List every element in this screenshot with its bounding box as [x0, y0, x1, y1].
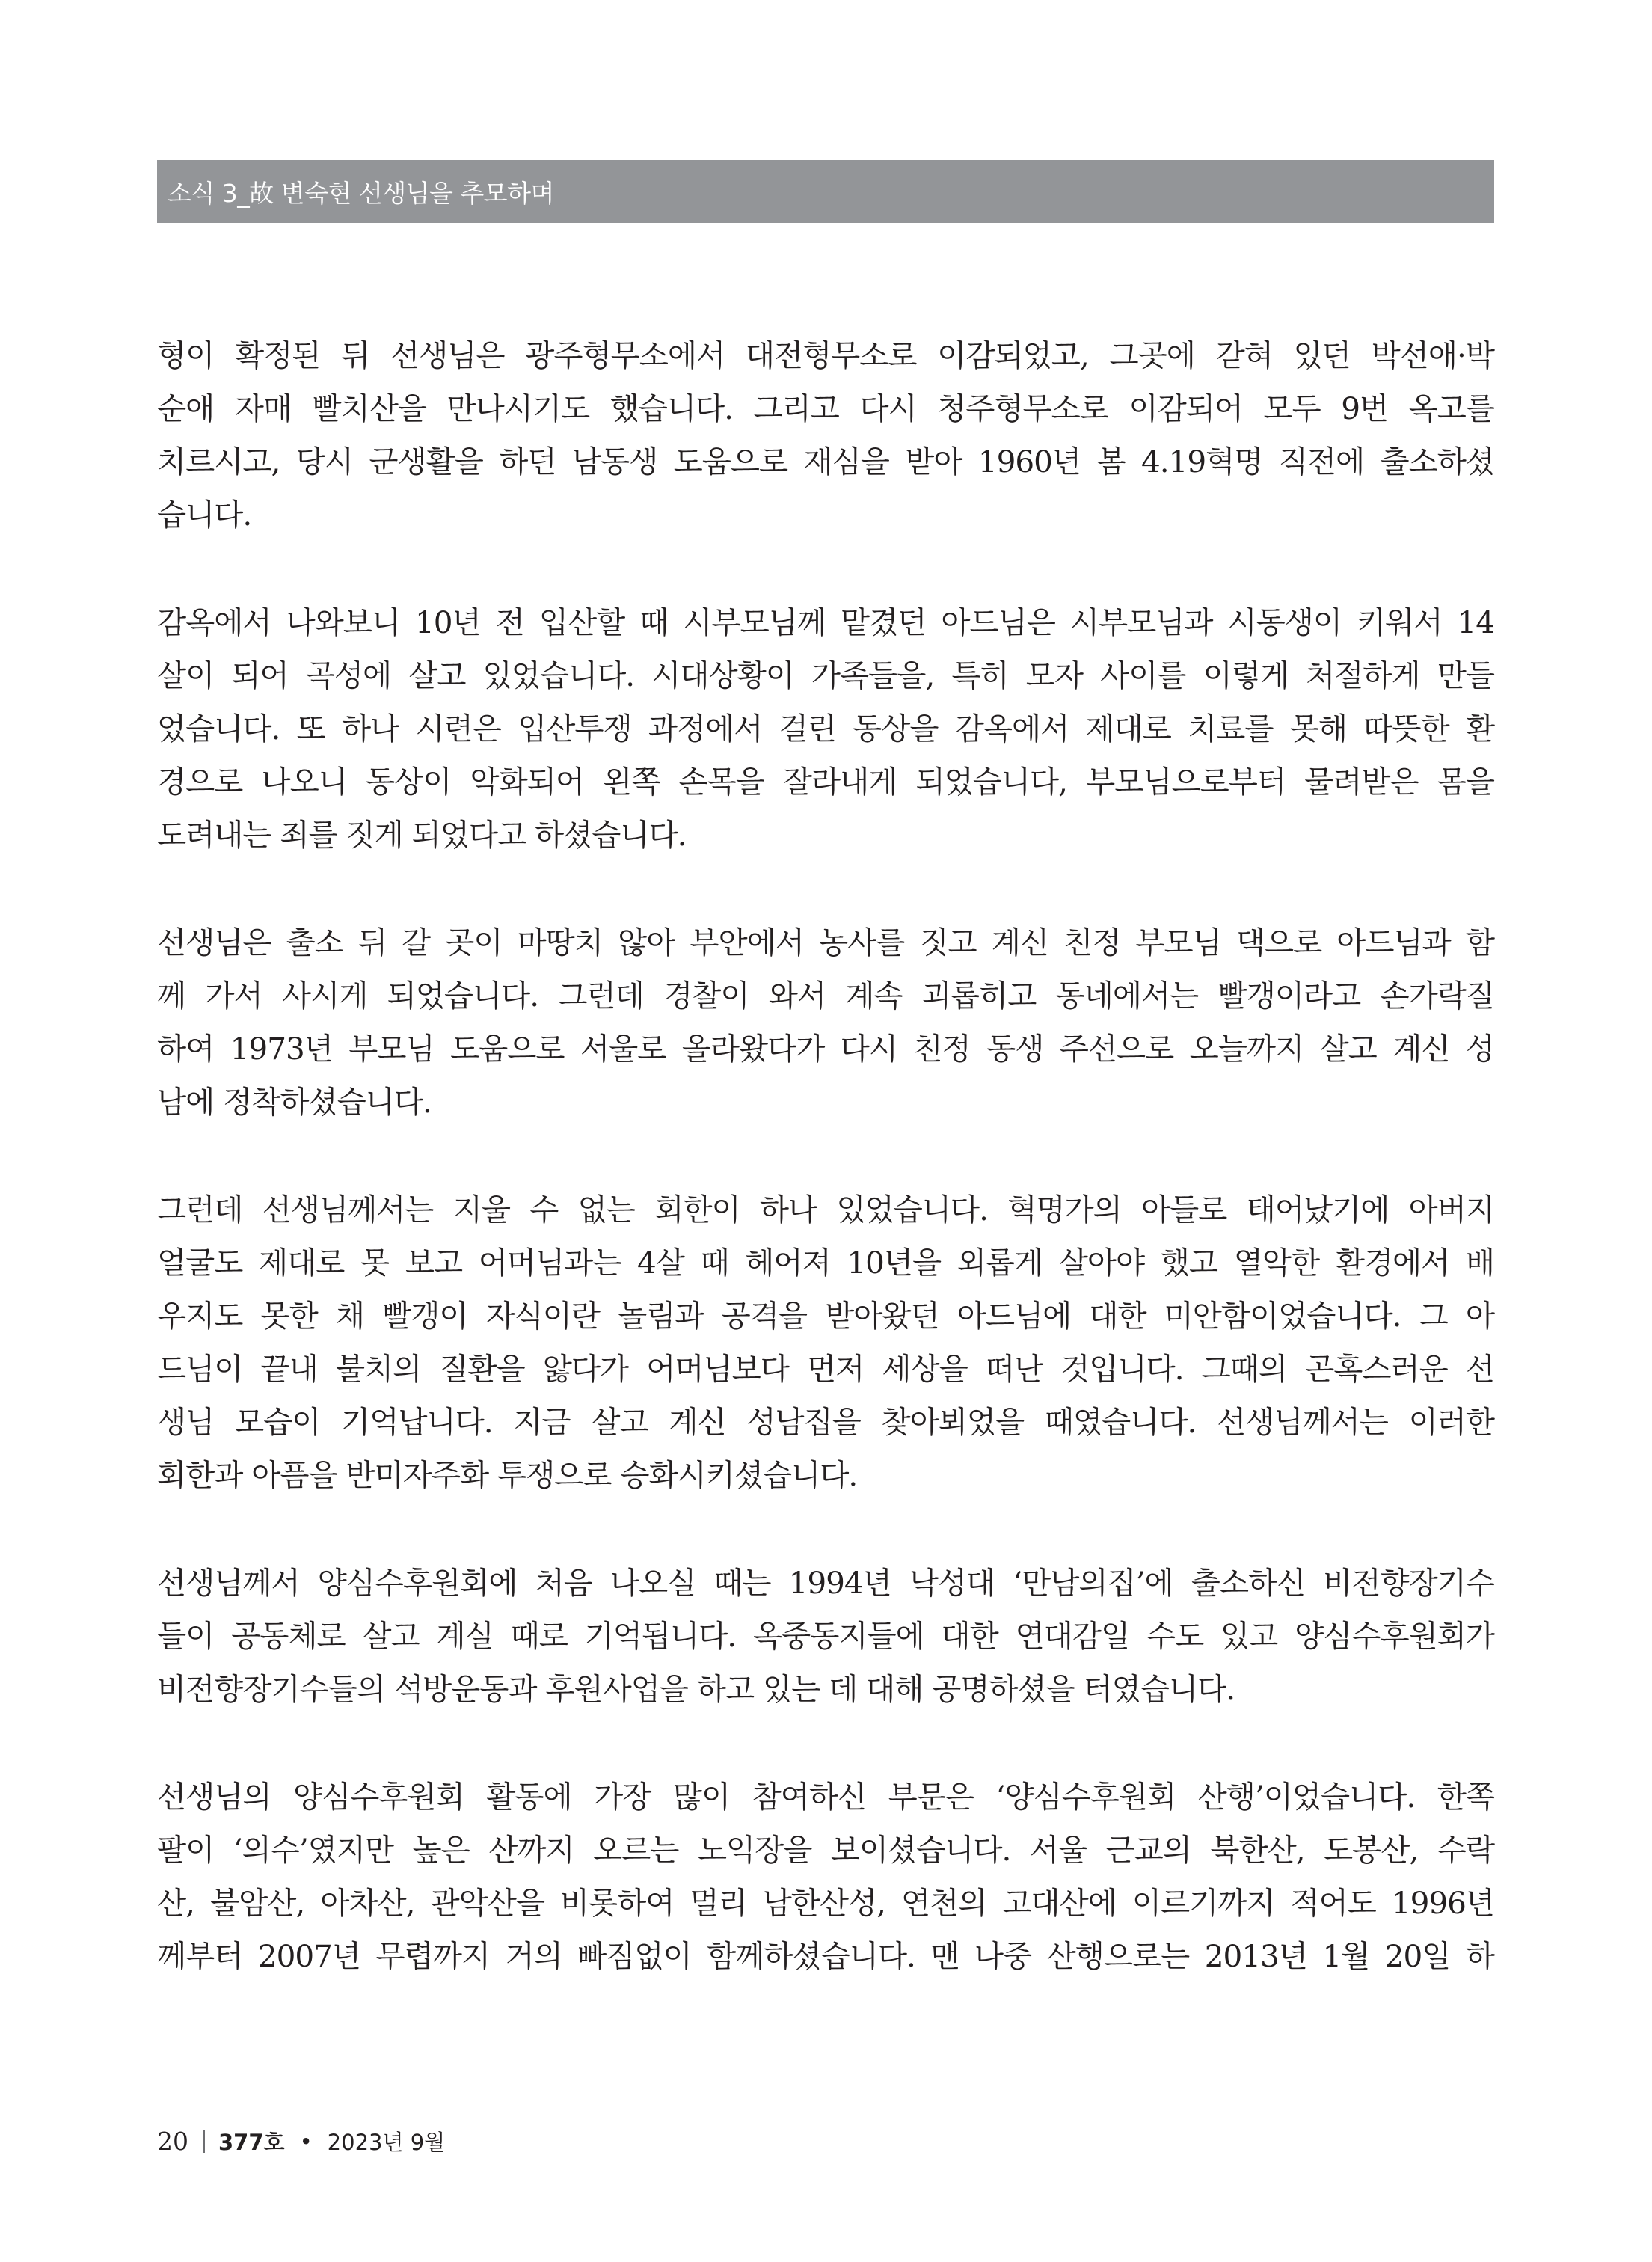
text-line: 선생님께서 양심수후원회에 처음 나오실 때는 1994년 낙성대 ‘만남의집’에 출소하신 비전향장기수: [157, 1565, 1494, 1601]
text-line: 비전향장기수들의 석방운동과 후원사업을 하고 있는 데 대해 공명하셨을 터였습니다.: [157, 1671, 1235, 1707]
text-line: 감옥에서 나와보니 10년 전 입산할 때 시부모님께 맡겼던 아드님은 시부모님과 시동생이 키워서 14: [157, 604, 1494, 640]
text-line: 선생님의 양심수후원회 활동에 가장 많이 참여하신 부문은 ‘양심수후원회 산행’이었습니다. 한쪽: [157, 1779, 1494, 1815]
text-line: 드님이 끝내 불치의 질환을 앓다가 어머님보다 먼저 세상을 떠난 것입니다. 그때의 곤혹스러운 선: [157, 1351, 1494, 1387]
text-line: 산, 불암산, 아차산, 관악산을 비롯하여 멀리 남한산성, 연천의 고대산에 이르기까지 적어도 1996년: [157, 1885, 1494, 1921]
text-line: 들이 공동체로 살고 계실 때로 기억됩니다. 옥중동지들에 대한 연대감일 수도 있고 양심수후원회가: [157, 1618, 1494, 1654]
article-body: [157, 329, 1494, 2038]
text-line: 형이 확정된 뒤 선생님은 광주형무소에서 대전형무소로 이감되었고, 그곳에 갇혀 있던 박선애·박: [157, 337, 1494, 373]
paragraph-4: [157, 1183, 1494, 1502]
section-title: 소식 3_故 변숙현 선생님을 추모하며: [168, 178, 554, 208]
paragraph-6: [157, 1771, 1494, 1983]
page-footer: [157, 2126, 445, 2157]
paragraph-3: [157, 916, 1494, 1129]
text-line: 회한과 아픔을 반미자주화 투쟁으로 승화시키셨습니다.: [157, 1457, 858, 1493]
paragraph-1: [157, 329, 1494, 542]
text-line: 남에 정착하셨습니다.: [157, 1084, 432, 1120]
text-line: 도려내는 죄를 짓게 되었다고 하셨습니다.: [157, 817, 687, 853]
text-line: 우지도 못한 채 빨갱이 자식이란 놀림과 공격을 받아왔던 아드님에 대한 미안함이었습니다. 그 아: [157, 1298, 1494, 1334]
section-header-bar: [157, 160, 1494, 223]
text-line: 팔이 ‘의수’였지만 높은 산까지 오르는 노익장을 보이셨습니다. 서울 근교의 북한산, 도봉산, 수락: [157, 1832, 1494, 1868]
footer-separator: •: [299, 2128, 313, 2154]
text-line: 살이 되어 곡성에 살고 있었습니다. 시대상황이 가족들을, 특히 모자 사이를 이렇게 처절하게 만들: [157, 658, 1494, 693]
text-line: 께부터 2007년 무렵까지 거의 빠짐없이 함께하셨습니다. 맨 나중 산행으로는 2013년 1월 20일 하: [157, 1938, 1494, 1974]
text-line: 습니다.: [157, 497, 252, 533]
footer-divider: [203, 2130, 205, 2153]
paragraph-2: [157, 596, 1494, 862]
text-line: 생님 모습이 기억납니다. 지금 살고 계신 성남집을 찾아뵈었을 때였습니다. 선생님께서는 이러한: [157, 1404, 1494, 1440]
issue-date: 2023년 9월: [327, 2130, 446, 2155]
issue-number: 377호: [218, 2130, 285, 2155]
text-line: 께 가서 사시게 되었습니다. 그런데 경찰이 와서 계속 괴롭히고 동네에서는 빨갱이라고 손가락질: [157, 978, 1494, 1014]
text-line: 얼굴도 제대로 못 보고 어머님과는 4살 때 헤어져 10년을 외롭게 살아야 했고 열악한 환경에서 배: [157, 1245, 1494, 1281]
text-line: 경으로 나오니 동상이 악화되어 왼쪽 손목을 잘라내게 되었습니다, 부모님으로부터 물려받은 몸을: [157, 764, 1494, 800]
page-number: 20: [157, 2127, 188, 2156]
text-line: 선생님은 출소 뒤 갈 곳이 마땅치 않아 부안에서 농사를 짓고 계신 친정 부모님 댁으로 아드님과 함: [157, 925, 1494, 960]
text-line: 치르시고, 당시 군생활을 하던 남동생 도움으로 재심을 받아 1960년 봄 4.19혁명 직전에 출소하셨: [157, 444, 1494, 479]
text-line: 그런데 선생님께서는 지울 수 없는 회한이 하나 있었습니다. 혁명가의 아들로 태어났기에 아버지: [157, 1192, 1494, 1227]
text-line: 하여 1973년 부모님 도움으로 서울로 올라왔다가 다시 친정 동생 주선으로 오늘까지 살고 계신 성: [157, 1031, 1494, 1067]
paragraph-5: [157, 1557, 1494, 1716]
text-line: 었습니다. 또 하나 시련은 입산투쟁 과정에서 걸린 동상을 감옥에서 제대로 치료를 못해 따뜻한 환: [157, 711, 1494, 747]
text-line: 순애 자매 빨치산을 만나시기도 했습니다. 그리고 다시 청주형무소로 이감되어 모두 9번 옥고를: [157, 390, 1494, 426]
